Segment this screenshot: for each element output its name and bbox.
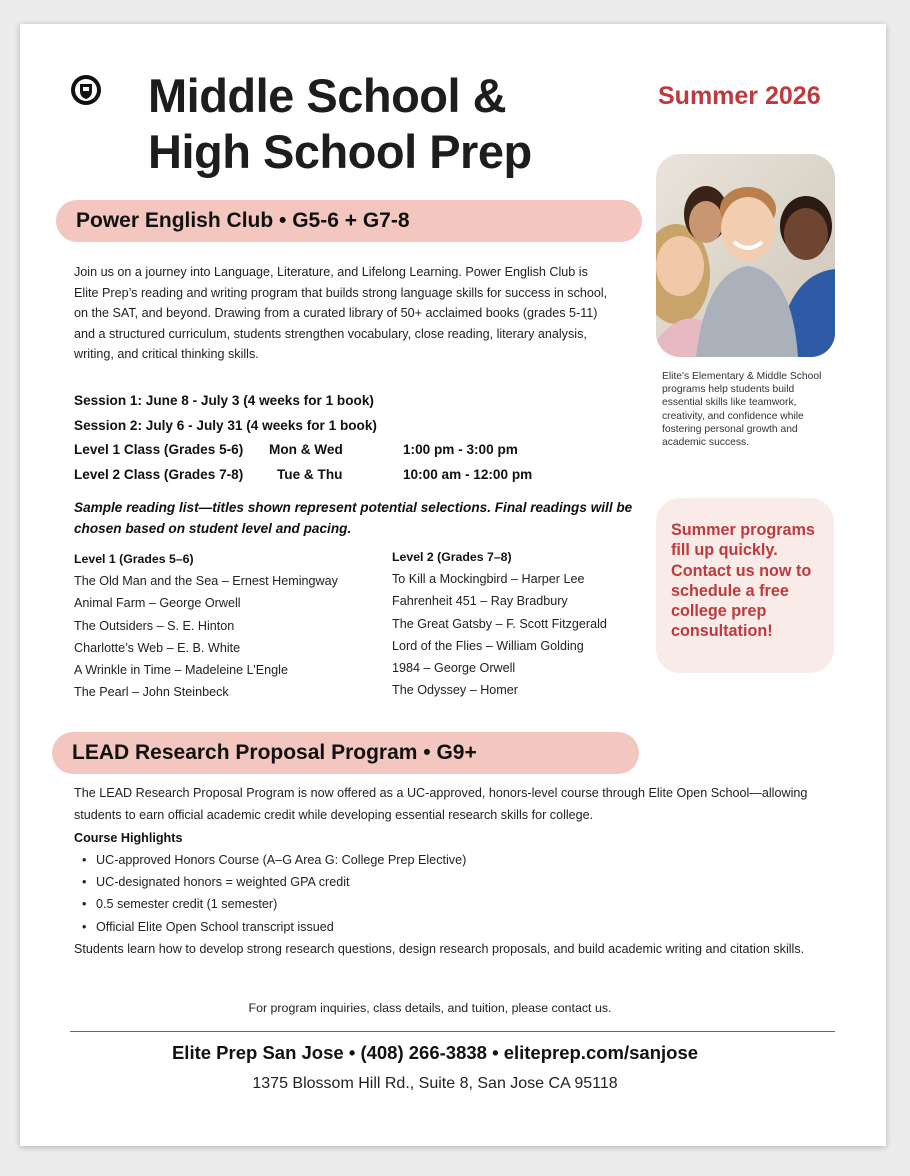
book-item: Charlotte’s Web – E. B. White (74, 640, 241, 655)
lead-heading: LEAD Research Proposal Program • G9+ (52, 732, 639, 774)
power-english-intro: Join us on a journey into Language, Literature, and Lifelong Learning. Power English Club is Elite Prep’s reading and writing program that builds strong language skills for success in school, on the SAT, and beyond. Drawing from a curated library of 50+ acclaimed books (grades 5-11) and a structured curriculum, students strengthen vocabulary, close reading, literary analysis, writing, and critical thinking skills. (74, 265, 608, 361)
session-schedule (74, 389, 634, 487)
footer-divider (70, 1031, 835, 1032)
title-line-2: High School Prep (148, 125, 532, 178)
class-time: 1:00 pm - 3:00 pm (403, 442, 518, 457)
reading-list-heading: Level 1 (Grades 5–6) (74, 552, 194, 566)
season-label: Summer 2026 (658, 82, 821, 110)
class-name: Level 1 Class (Grades 5-6) (74, 442, 244, 457)
class-days: Tue & Thu (277, 466, 343, 482)
book-item: The Great Gatsby – F. Scott Fitzgerald (392, 616, 607, 631)
session-1: Session 1: June 8 - July 3 (4 weeks for 1 book) (74, 393, 374, 408)
class-time: 10:00 am - 12:00 pm (403, 466, 533, 482)
lead-outro: Students learn how to develop strong research questions, design research proposals, and build academic writing and citation skills. (74, 942, 805, 957)
lead-section (74, 782, 844, 960)
inquiry-note: For program inquiries, class details, and tuition, please contact us. (248, 1001, 612, 1015)
class-row-level-2 (74, 463, 634, 488)
class-name: Level 2 Class (Grades 7-8) (74, 466, 244, 482)
students-photo (656, 154, 835, 357)
book-item: The Pearl – John Steinbeck (74, 685, 229, 700)
book-item: Animal Farm – George Orwell (74, 596, 241, 611)
book-item: The Old Man and the Sea – Ernest Hemingway (74, 574, 338, 588)
sample-reading-note: Sample reading list—titles shown represent potential selections. Final readings will be chosen based on student level and pacing. (74, 500, 633, 536)
book-item: To Kill a Mockingbird – Harper Lee (392, 572, 585, 586)
book-item: The Outsiders – S. E. Hinton (74, 618, 235, 633)
page-title (148, 68, 648, 180)
class-row-level-1 (74, 438, 634, 463)
reading-list-heading: Level 2 (Grades 7–8) (392, 550, 512, 564)
highlight-item: • Official Elite Open School transcript issued (96, 916, 844, 938)
book-item: The Odyssey – Homer (392, 683, 518, 698)
contact-line[interactable]: Elite Prep San Jose • (408) 266-3838 • eliteprep.com/sanjose (171, 1042, 699, 1063)
book-item: Lord of the Flies – William Golding (392, 638, 584, 653)
session-2: Session 2: July 6 - July 31 (4 weeks for 1 book) (74, 417, 377, 433)
consultation-callout: Summer programs fill up quickly. Contact us now to schedule a free college prep consultation! (656, 498, 834, 673)
title-line-1: Middle School & (148, 69, 507, 122)
book-item: A Wrinkle in Time – Madeleine L’Engle (74, 663, 288, 678)
class-days: Mon & Wed (269, 442, 343, 457)
course-highlights-title: Course Highlights (74, 830, 183, 845)
book-item: Fahrenheit 451 – Ray Bradbury (392, 594, 568, 609)
book-item: 1984 – George Orwell (392, 661, 516, 676)
lead-intro: The LEAD Research Proposal Program is now offered as a UC-approved, honors-level course through Elite Open School—allowing students to earn official academic credit while developing essential research skills for college. (74, 786, 808, 823)
flyer-page (20, 24, 886, 1146)
photo-caption: Elite's Elementary & Middle School programs help students build essential skills like teamwork, creativity, and confidence while fostering personal growth and academic success. (662, 371, 822, 449)
highlight-item: • UC-designated honors = weighted GPA credit (96, 871, 844, 893)
address-line: 1375 Blossom Hill Rd., Suite 8, San Jose CA 95118 (252, 1075, 618, 1092)
reading-list-level-2 (392, 546, 607, 702)
highlight-item: • 0.5 semester credit (1 semester) (96, 893, 844, 915)
school-crest-icon (70, 74, 102, 106)
reading-list-level-1 (74, 548, 338, 704)
power-english-heading: Power English Club • G5-6 + G7-8 (56, 200, 642, 242)
highlight-item: • UC-approved Honors Course (A–G Area G: College Prep Elective) (96, 849, 844, 871)
course-highlights-list (74, 849, 844, 938)
